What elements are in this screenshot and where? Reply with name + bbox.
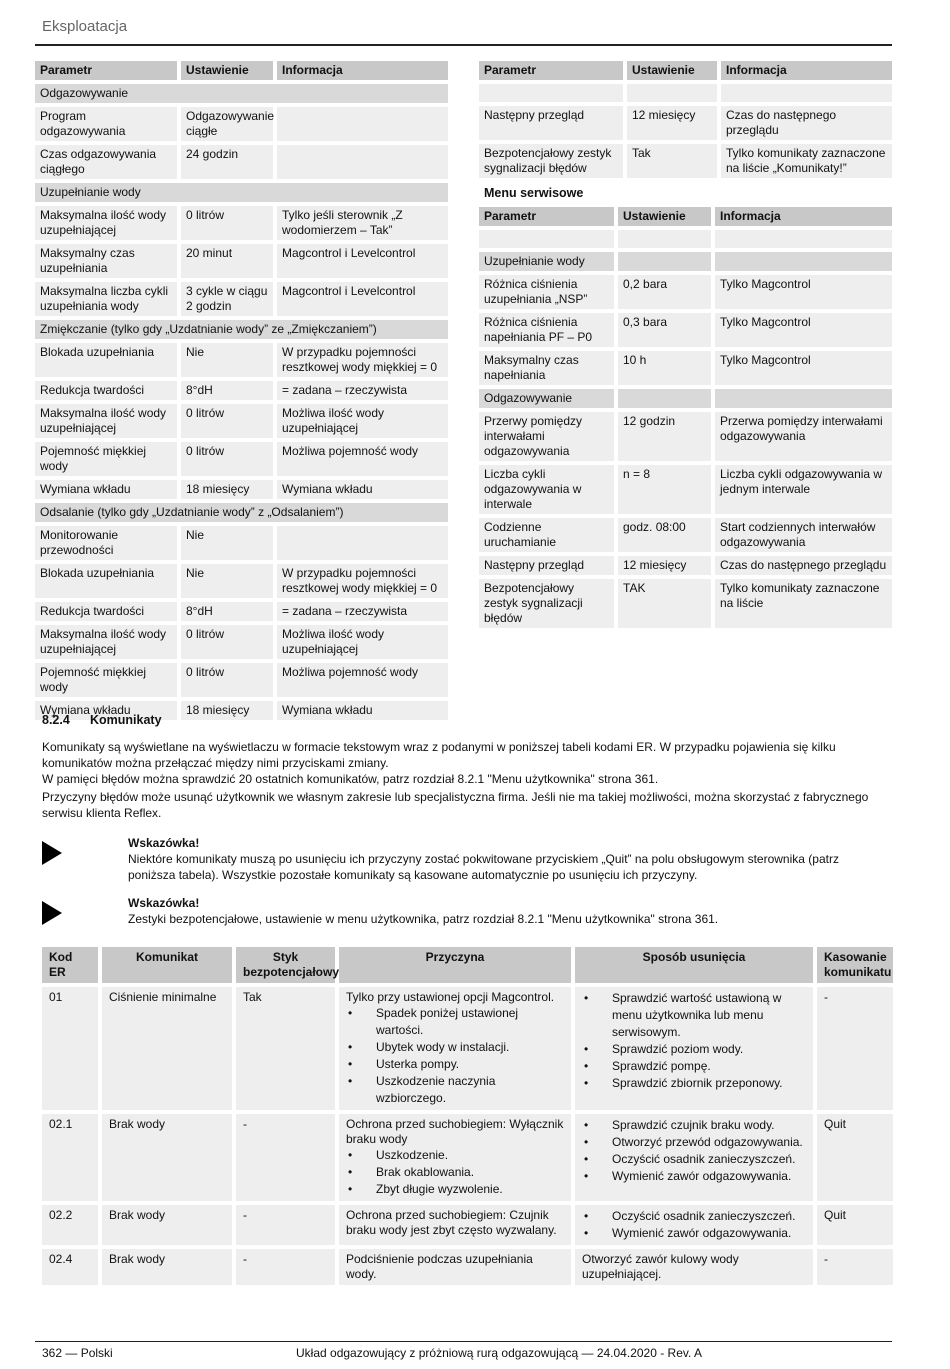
er-code: 02.2 (42, 1205, 102, 1249)
parameter-cell: Następny przegląd (479, 556, 618, 579)
right-parameter-table (479, 61, 892, 182)
parameter-cell: Bezpotencjałowy zestyk sygnalizacji błędów (479, 579, 618, 632)
empty-cell (715, 389, 892, 412)
info-cell: Wymiana wkładu (277, 701, 448, 724)
cause-list (346, 1147, 564, 1198)
info-cell (277, 526, 448, 564)
fix-intro: Otworzyć zawór kulowy wody uzupełniającej. (582, 1252, 739, 1281)
cause-item: • Usterka pompy. (346, 1056, 564, 1073)
setting-cell: 20 minut (181, 244, 277, 282)
parameter-cell: Blokada uzupełniania (35, 343, 181, 381)
section-title: Uzupełnianie wody (35, 183, 448, 206)
info-cell: W przypadku pojemności resztkowej wody miękkiej = 0 (277, 564, 448, 602)
parameter-cell: Następny przegląd (479, 106, 627, 144)
info-cell: Możliwa pojemność wody (277, 663, 448, 701)
column-header: Kasowanie komunikatu (817, 947, 893, 987)
info-cell: Możliwa ilość wody uzupełniającej (277, 404, 448, 442)
er-code: 02.1 (42, 1114, 102, 1205)
table-row (35, 663, 448, 701)
er-cause (339, 1249, 575, 1289)
info-cell: Tylko komunikaty zaznaczone na liście „Komunikaty!” (721, 144, 892, 182)
info-cell: Liczba cykli odgazowywania w jednym interwale (715, 465, 892, 518)
column-header: Ustawienie (627, 61, 721, 84)
empty-cell (627, 84, 721, 106)
empty-cell (618, 230, 715, 252)
section-title: Odsalanie (tylko gdy „Uzdatnianie wody” z „Odsalaniem”) (35, 503, 448, 526)
fix-list (582, 990, 806, 1092)
parameter-cell: Liczba cykli odgazowywania w interwale (479, 465, 618, 518)
info-cell: Magcontrol i Levelcontrol (277, 282, 448, 320)
er-reset: - (817, 1249, 893, 1289)
parameter-cell: Bezpotencjałowy zestyk sygnalizacji błędów (479, 144, 627, 182)
er-fix (575, 987, 817, 1114)
fix-list (582, 1208, 806, 1242)
setting-cell: 0 litrów (181, 442, 277, 480)
setting-cell: 8°dH (181, 381, 277, 404)
empty-cell (618, 389, 715, 412)
parameter-cell: Codzienne uruchamianie (479, 518, 618, 556)
fix-item: • Oczyścić osadnik zanieczyszczeń. (582, 1151, 806, 1168)
parameter-cell: Pojemność miękkiej wody (35, 663, 181, 701)
fix-item: • Sprawdzić zbiornik przeponowy. (582, 1075, 806, 1092)
column-header: Parametr (35, 61, 181, 84)
setting-cell: 12 godzin (618, 412, 715, 465)
table-row (479, 144, 892, 182)
footer-title: Układ odgazowujący z próżniową rurą odgazowującą — 24.04.2020 - Rev. A (296, 1346, 703, 1360)
setting-cell: Nie (181, 564, 277, 602)
cause-item: • Spadek poniżej ustawionej wartości. (346, 1005, 564, 1039)
parameter-cell: Redukcja twardości (35, 602, 181, 625)
column-header: Informacja (721, 61, 892, 84)
er-contact: Tak (236, 987, 339, 1114)
er-cause (339, 1114, 575, 1205)
setting-cell: 18 miesięcy (181, 701, 277, 724)
setting-cell: 24 godzin (181, 145, 277, 183)
er-message: Brak wody (102, 1205, 236, 1249)
er-contact: - (236, 1114, 339, 1205)
paragraph-2: W pamięci błędów można sprawdzić 20 ostatnich komunikatów, patrz rozdział 8.2.1 "Menu użytkownika" strona 361. (42, 772, 659, 786)
section-title: Komunikaty (90, 713, 162, 727)
table-row (35, 206, 448, 244)
table-row (479, 518, 892, 556)
table-row (35, 564, 448, 602)
empty-cell (721, 84, 892, 106)
column-header: Parametr (479, 207, 618, 230)
info-cell: Wymiana wkładu (277, 480, 448, 503)
section-heading (42, 713, 162, 727)
section-title: Odgazowywanie (35, 84, 448, 107)
table-row (35, 404, 448, 442)
cause-item: • Zbyt długie wyzwolenie. (346, 1181, 564, 1198)
setting-cell: 12 miesięcy (627, 106, 721, 144)
note-1 (42, 835, 892, 885)
table-header-row (479, 61, 892, 84)
fix-item: • Sprawdzić czujnik braku wody. (582, 1117, 806, 1134)
info-cell: Czas do następnego przeglądu (721, 106, 892, 144)
arrow-icon (42, 901, 62, 925)
blank-row (479, 230, 892, 252)
info-cell: Możliwa ilość wody uzupełniającej (277, 625, 448, 663)
setting-cell: 0 litrów (181, 404, 277, 442)
table-row (35, 145, 448, 183)
parameter-cell: Maksymalna ilość wody uzupełniającej (35, 625, 181, 663)
parameter-cell: Pojemność miękkiej wody (35, 442, 181, 480)
blank-row (479, 84, 892, 106)
footer-page: 362 — Polski (42, 1346, 113, 1360)
er-contact: - (236, 1205, 339, 1249)
er-cause (339, 987, 575, 1114)
section-number: 8.2.4 (42, 713, 70, 727)
setting-cell: Nie (181, 343, 277, 381)
table-row (35, 526, 448, 564)
cause-intro: Tylko przy ustawionej opcji Magcontrol. (346, 990, 555, 1004)
er-fix (575, 1114, 817, 1205)
column-header: Ustawienie (181, 61, 277, 84)
er-message: Brak wody (102, 1114, 236, 1205)
info-cell: Tylko Magcontrol (715, 313, 892, 351)
info-cell: Tylko jeśli sterownik „Z wodomierzem – Tak” (277, 206, 448, 244)
setting-cell: 0,2 bara (618, 275, 715, 313)
cause-item: • Brak okablowania. (346, 1164, 564, 1181)
er-cause (339, 1205, 575, 1249)
note-text: Zestyki bezpotencjałowe, ustawienie w menu użytkownika, patrz rozdział 8.2.1 "Menu użytkownika" strona 361. (128, 912, 719, 926)
setting-cell: 0 litrów (181, 663, 277, 701)
parameter-cell: Wymiana wkładu (35, 480, 181, 503)
table-row (479, 313, 892, 351)
fix-item: • Sprawdzić poziom wody. (582, 1041, 806, 1058)
table-row (35, 381, 448, 404)
footer-rule (35, 1341, 892, 1342)
er-code: 02.4 (42, 1249, 102, 1289)
er-message: Ciśnienie minimalne (102, 987, 236, 1114)
setting-cell: 10 h (618, 351, 715, 389)
parameter-cell: Maksymalna liczba cykli uzupełniania wody (35, 282, 181, 320)
column-header: Komunikat (102, 947, 236, 987)
info-cell: Przerwa pomiędzy interwałami odgazowywania (715, 412, 892, 465)
empty-cell (618, 252, 715, 275)
parameter-cell: Maksymalny czas uzupełniania (35, 244, 181, 282)
fix-item: • Sprawdzić pompę. (582, 1058, 806, 1075)
table-row (479, 556, 892, 579)
table-header-row (35, 61, 448, 84)
section-row (479, 252, 892, 275)
er-reset: Quit (817, 1114, 893, 1205)
setting-cell: 18 miesięcy (181, 480, 277, 503)
info-cell: Start codziennych interwałów odgazowywania (715, 518, 892, 556)
table-row (35, 282, 448, 320)
parameter-cell: Maksymalna ilość wody uzupełniającej (35, 404, 181, 442)
table-row (35, 442, 448, 480)
er-reset: - (817, 987, 893, 1114)
info-cell: = zadana – rzeczywista (277, 381, 448, 404)
setting-cell: Tak (627, 144, 721, 182)
column-header: Informacja (277, 61, 448, 84)
table-row (479, 579, 892, 632)
menu-serwisowe-title: Menu serwisowe (484, 186, 584, 200)
error-row (42, 987, 893, 1114)
parameter-cell: Redukcja twardości (35, 381, 181, 404)
table-row (479, 412, 892, 465)
column-header: Informacja (715, 207, 892, 230)
cause-item: • Uszkodzenie naczynia wzbiorczego. (346, 1073, 564, 1107)
info-cell: = zadana – rzeczywista (277, 602, 448, 625)
info-cell: Magcontrol i Levelcontrol (277, 244, 448, 282)
table-row (479, 465, 892, 518)
table-header-row (42, 947, 893, 987)
error-row (42, 1114, 893, 1205)
column-header: Parametr (479, 61, 627, 84)
fix-item: • Wymienić zawór odgazowywania. (582, 1225, 806, 1242)
table-row (35, 343, 448, 381)
column-header: Sposób usunięcia (575, 947, 817, 987)
setting-cell: 12 miesięcy (618, 556, 715, 579)
error-row (42, 1205, 893, 1249)
section-title: Uzupełnianie wody (479, 252, 618, 275)
cause-intro: Podciśnienie podczas uzupełniania wody. (346, 1252, 533, 1281)
empty-cell (479, 84, 627, 106)
note-title: Wskazówka! (128, 836, 200, 850)
er-code: 01 (42, 987, 102, 1114)
page-header: Eksploatacja (42, 18, 128, 35)
error-row (42, 1249, 893, 1289)
info-cell (277, 107, 448, 145)
parameter-cell: Maksymalny czas napełniania (479, 351, 618, 389)
setting-cell: Nie (181, 526, 277, 564)
fix-item: • Wymienić zawór odgazowywania. (582, 1168, 806, 1185)
fix-item: • Otworzyć przewód odgazowywania. (582, 1134, 806, 1151)
er-message: Brak wody (102, 1249, 236, 1289)
table-row (479, 351, 892, 389)
info-cell: Tylko Magcontrol (715, 351, 892, 389)
left-parameter-table (35, 61, 448, 724)
table-row (35, 244, 448, 282)
cause-intro: Ochrona przed suchobiegiem: Wyłącznik braku wody (346, 1117, 564, 1146)
setting-cell: TAK (618, 579, 715, 632)
column-header: Kod ER (42, 947, 102, 987)
column-header: Ustawienie (618, 207, 715, 230)
table-row (35, 602, 448, 625)
error-codes-table (42, 947, 893, 1289)
setting-cell: 0,3 bara (618, 313, 715, 351)
empty-cell (715, 230, 892, 252)
note-2 (42, 895, 892, 935)
table-row (479, 106, 892, 144)
cause-item: • Uszkodzenie. (346, 1147, 564, 1164)
table-header-row (479, 207, 892, 230)
parameter-cell: Przerwy pomiędzy interwałami odgazowywania (479, 412, 618, 465)
er-fix (575, 1205, 817, 1249)
paragraph-3: Przyczyny błędów może usunąć użytkownik we własnym zakresie lub specjalistyczna firma. Jeśli nie ma takiej możliwości, można skorzystać z fabrycznego serwisu klienta Reflex. (42, 790, 869, 820)
section-title: Zmiękczanie (tylko gdy „Uzdatnianie wody” ze „Zmiękczaniem”) (35, 320, 448, 343)
setting-cell: 3 cykle w ciągu 2 godzin (181, 282, 277, 320)
info-cell (277, 145, 448, 183)
parameter-cell: Czas odgazowywania ciągłego (35, 145, 181, 183)
setting-cell: godz. 08:00 (618, 518, 715, 556)
paragraph-1: Komunikaty są wyświetlane na wyświetlaczu w formacie tekstowym wraz z podanymi w poniższej tabeli kodami ER. W przypadku pojawienia się kilku komunikatów można przełączać między nimi przyciskami zmiany. (42, 740, 836, 770)
table-row (35, 625, 448, 663)
parameter-cell: Program odgazowywania (35, 107, 181, 145)
header-rule (35, 44, 892, 46)
setting-cell: 8°dH (181, 602, 277, 625)
parameter-cell: Wymiana wkładu (35, 701, 181, 724)
section-row (479, 389, 892, 412)
setting-cell: Odgazowywanie ciągłe (181, 107, 277, 145)
info-cell: Tylko Magcontrol (715, 275, 892, 313)
fix-item: • Oczyścić osadnik zanieczyszczeń. (582, 1208, 806, 1225)
parameter-cell: Maksymalna ilość wody uzupełniającej (35, 206, 181, 244)
fix-list (582, 1117, 806, 1185)
parameter-cell: Różnica ciśnienia uzupełniania „NSP” (479, 275, 618, 313)
cause-list (346, 1005, 564, 1107)
note-title: Wskazówka! (128, 896, 200, 910)
er-contact: - (236, 1249, 339, 1289)
info-cell: Tylko komunikaty zaznaczone na liście (715, 579, 892, 632)
er-fix (575, 1249, 817, 1289)
setting-cell: 0 litrów (181, 206, 277, 244)
cause-item: • Ubytek wody w instalacji. (346, 1039, 564, 1056)
section-title: Odgazowywanie (479, 389, 618, 412)
cause-intro: Ochrona przed suchobiegiem: Czujnik braku wody jest zbyt często wyzwalany. (346, 1208, 557, 1237)
table-row (35, 107, 448, 145)
setting-cell: n = 8 (618, 465, 715, 518)
info-cell: Czas do następnego przeglądu (715, 556, 892, 579)
table-row (35, 480, 448, 503)
arrow-icon (42, 841, 62, 865)
table-row (479, 275, 892, 313)
setting-cell: 0 litrów (181, 625, 277, 663)
note-text: Niektóre komunikaty muszą po usunięciu ich przyczyny zostać pokwitowane przyciskiem „Quit” na polu obsługowym sterownika (patrz poniższa tabela). Wszystkie pozostałe komunikaty są kasowane automatycznie po usunięciu ich przyczyny. (128, 852, 839, 882)
fix-item: • Sprawdzić wartość ustawioną w menu użytkownika lub menu serwisowym. (582, 990, 806, 1041)
empty-cell (479, 230, 618, 252)
info-cell: W przypadku pojemności resztkowej wody miękkiej = 0 (277, 343, 448, 381)
column-header: Przyczyna (339, 947, 575, 987)
service-menu-table (479, 207, 892, 632)
er-reset: Quit (817, 1205, 893, 1249)
empty-cell (715, 252, 892, 275)
parameter-cell: Monitorowanie przewodności (35, 526, 181, 564)
parameter-cell: Różnica ciśnienia napełniania PF – P0 (479, 313, 618, 351)
parameter-cell: Blokada uzupełniania (35, 564, 181, 602)
info-cell: Możliwa pojemność wody (277, 442, 448, 480)
column-header: Styk bezpotencjałowy (236, 947, 339, 987)
